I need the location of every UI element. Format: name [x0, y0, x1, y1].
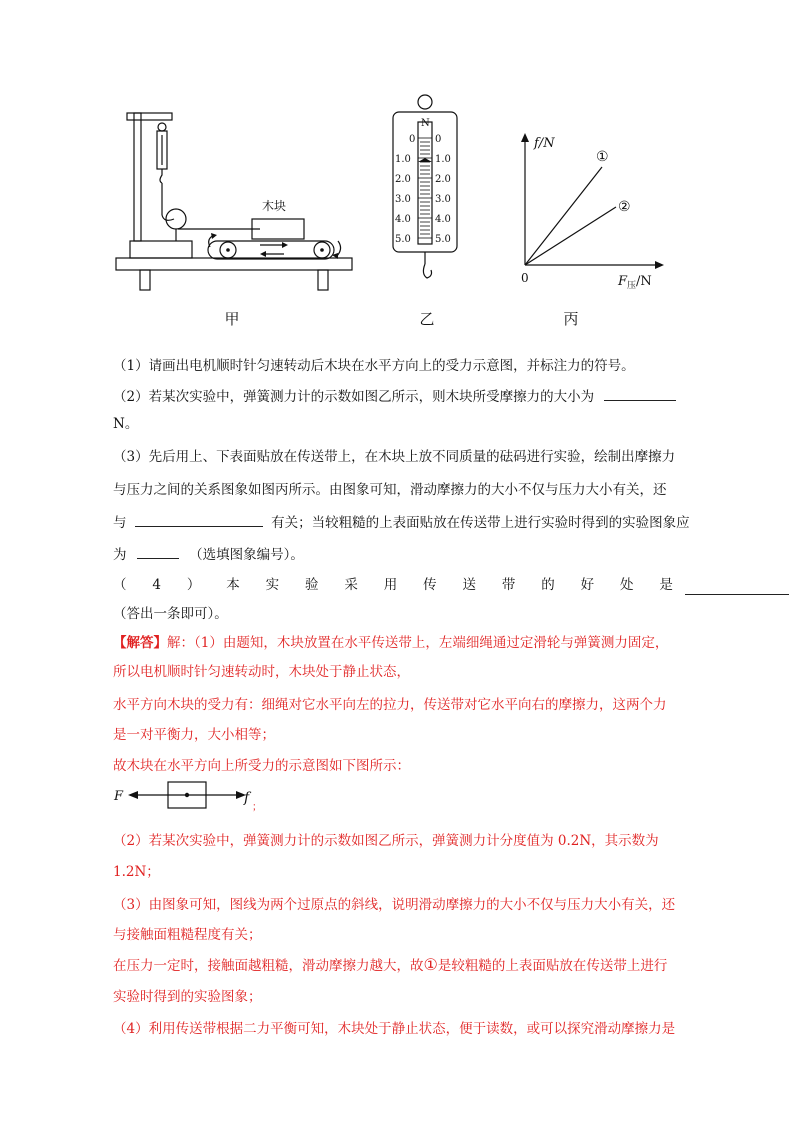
scale-left-1: 1.0	[395, 154, 411, 165]
question-4-line-1	[113, 575, 789, 595]
q4-char: ）	[186, 577, 201, 593]
answer-blank-q3-factor[interactable]	[135, 512, 263, 527]
answer-line-4: 是一对平衡力，大小相等；	[113, 727, 275, 743]
answer-tag: 【解答】	[113, 635, 167, 651]
q4-char: 好	[580, 577, 595, 593]
graph-curve-2-label: ②	[618, 199, 631, 215]
answer-line-3: 水平方向木块的受力有：细绳对它水平向左的拉力，传送带对它水平向右的摩擦力，这两个力	[113, 697, 667, 713]
q4-char: 传	[423, 577, 437, 593]
question-4-text	[113, 575, 673, 595]
question-3-suffix: 有关；当较粗糙的上表面贴放在传送带上进行实验时得到的实验图象应	[271, 515, 690, 531]
q4-char: 验	[304, 577, 319, 593]
figure-yi-label: 乙	[419, 310, 435, 328]
scale-left-2: 2.0	[395, 174, 411, 185]
q4-char: 处	[619, 577, 634, 593]
question-3-prefix: 与	[113, 515, 127, 531]
graph-line-2	[525, 207, 616, 265]
q4-char: 带	[501, 577, 516, 593]
question-1: （1）请画出电机顺时针匀速转动后木块在水平方向上的受力示意图，并标注力的符号。	[113, 358, 635, 374]
question-2-unit: N。	[113, 416, 139, 432]
graph-curve-1-label: ①	[596, 149, 609, 165]
scale-right-3: 3.0	[435, 194, 451, 205]
figure-bing-graph	[510, 125, 670, 295]
scale-right-1: 1.0	[435, 154, 451, 165]
question-3-line-2: 与压力之间的关系图象如图丙所示。由图象可知，滑动摩擦力的大小不仅与压力大小有关，还	[113, 482, 667, 498]
scale-left-4: 4.0	[395, 214, 411, 225]
figure-bing-label: 丙	[563, 310, 579, 328]
answer-line-2: 所以电机顺时针匀速转动时，木块处于静止状态，	[113, 664, 410, 680]
answer-circle-1: ①	[423, 955, 438, 974]
graph-origin-label: 0	[521, 271, 529, 285]
answer-line-10-prefix: 在压力一定时，接触面越粗糙，滑动摩擦力越大，故	[113, 958, 424, 974]
scale-right-0: 0	[435, 134, 442, 145]
force-punct: ；	[252, 802, 262, 813]
scale-left-5: 5.0	[395, 234, 411, 245]
force-F-label: F	[114, 789, 124, 804]
answer-line-9: 与接触面粗糙程度有关；	[113, 927, 262, 943]
scale-right-5: 5.0	[435, 234, 451, 245]
graph-y-axis-label: f/N	[534, 136, 555, 151]
answer-blank-q3-graph[interactable]	[137, 544, 179, 559]
q4-char: 送	[462, 577, 476, 593]
scale-left-3: 3.0	[395, 194, 411, 205]
scale-right-2: 2.0	[435, 174, 451, 185]
answer-line-10-suffix: 是较粗糙的上表面贴放在传送带上进行	[437, 958, 668, 974]
answer-line-12: （4）利用传送带根据二力平衡可知，木块处于静止状态，便于读数，或可以探究滑动摩擦力是	[113, 1021, 676, 1037]
answer-line-5: 故木块在水平方向上所受力的示意图如下图所示：	[113, 758, 410, 774]
q4-char: 本	[226, 577, 240, 593]
q4-char: 采	[344, 577, 358, 593]
q4-char: 实	[265, 577, 280, 593]
question-3-d-suffix: （选填图象编号）。	[189, 547, 304, 563]
question-4-line-2: （答出一条即可）。	[113, 606, 228, 622]
q4-char: 4	[152, 577, 161, 593]
force-diagram	[112, 780, 272, 816]
answer-line-6: （2）若某次实验中，弹簧测力计的示数如图乙所示，弹簧测力计分度值为 0.2N，其示数为	[113, 833, 659, 849]
block-label: 木块	[262, 199, 287, 213]
figure-yi-spring-scale	[385, 92, 465, 292]
question-3-line-4	[113, 544, 304, 565]
answer-blank-q2[interactable]	[604, 386, 676, 401]
q4-char: （	[113, 577, 127, 593]
question-2-text: （2）若某次实验中，弹簧测力计的示数如图乙所示，则木块所受摩擦力的大小为	[113, 389, 595, 405]
answer-line-7: 1.2N；	[113, 864, 160, 880]
q4-char: 用	[383, 577, 398, 593]
figure-jia-apparatus	[110, 95, 360, 295]
scale-letter: N	[421, 118, 430, 129]
q4-char: 是	[659, 577, 673, 593]
answer-line-1-text: 解：（1）由题知，木块放置在水平传送带上，左端细绳通过定滑轮与弹簧测力固定，	[167, 635, 669, 651]
q4-char: 的	[541, 577, 555, 593]
scale-right-4: 4.0	[435, 214, 451, 225]
question-2	[113, 386, 676, 407]
answer-line-10	[113, 955, 667, 976]
scale-left-0: 0	[409, 134, 416, 145]
question-3-line-1: （3）先后用上、下表面贴放在传送带上，在木块上放不同质量的砝码进行实验，绘制出摩擦力	[113, 449, 676, 465]
question-3-d-prefix: 为	[113, 547, 127, 563]
graph-x-axis-unit: /N	[636, 274, 652, 289]
graph-line-1	[525, 167, 602, 265]
graph-x-axis-sub: 压	[627, 281, 637, 291]
answer-line-8: （3）由图象可知，图线为两个过原点的斜线，说明滑动摩擦力的大小不仅与压力大小有关，还	[113, 897, 676, 913]
answer-line-11: 实验时得到的实验图象；	[113, 989, 262, 1005]
answer-line-1	[113, 633, 668, 653]
answer-blank-q4[interactable]	[685, 580, 789, 595]
figure-jia-label: 甲	[224, 310, 240, 328]
graph-x-axis-main: F	[618, 274, 628, 289]
graph-x-axis-label	[617, 274, 652, 291]
question-3-line-3	[113, 512, 690, 533]
force-f-label: f	[244, 790, 250, 806]
